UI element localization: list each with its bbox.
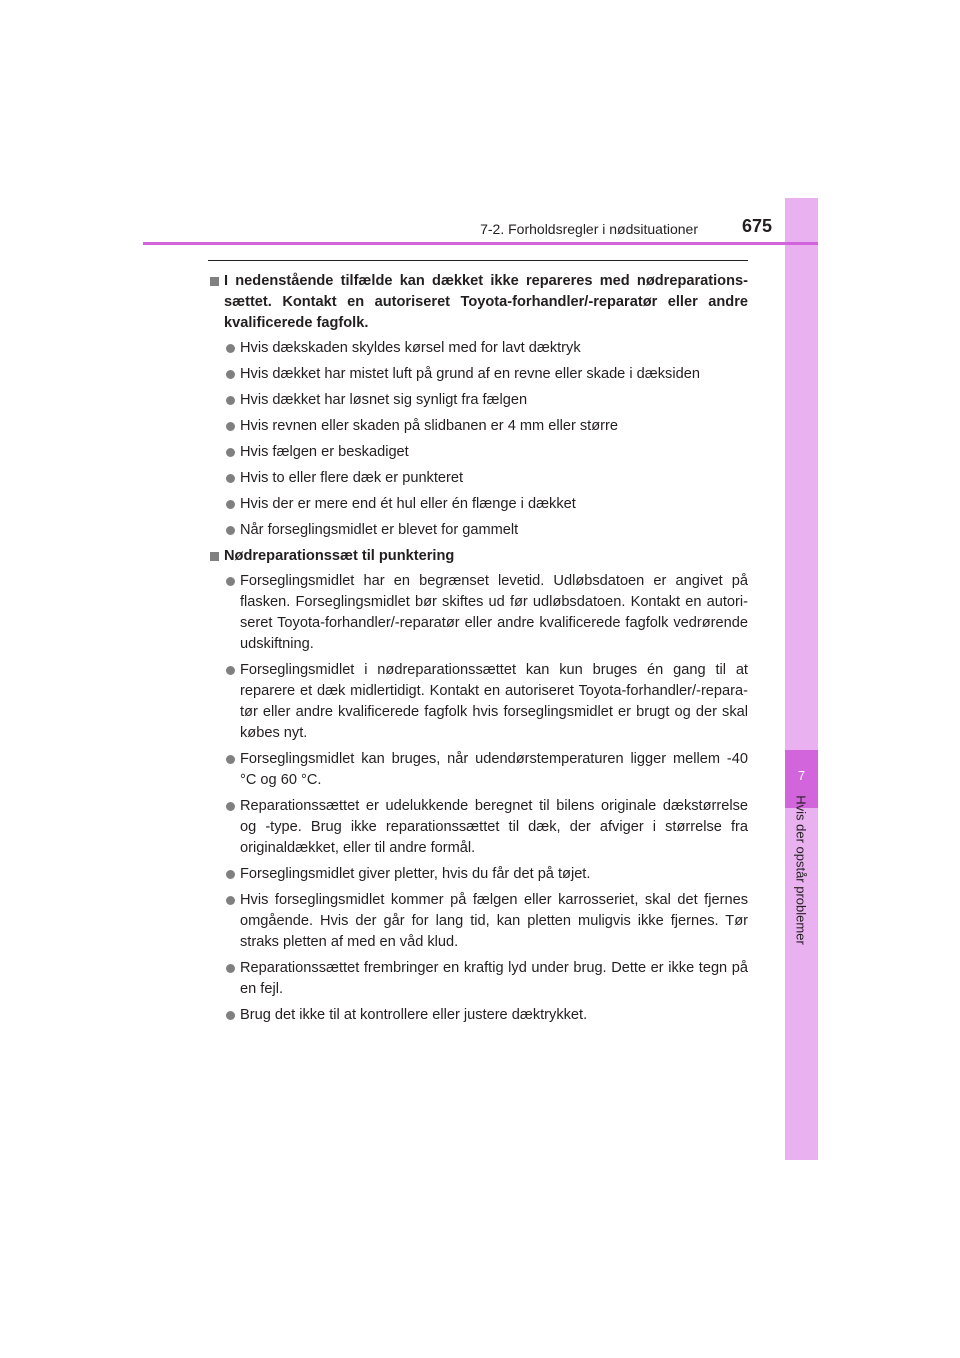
- page-number: 675: [741, 216, 772, 236]
- round-bullet-icon: [226, 964, 235, 973]
- item-text: Brug det ikke til at kontrollere eller justere dæktrykket.: [240, 1007, 588, 1023]
- list-item: [226, 571, 748, 655]
- section-title: 7-2. Forholdsregler i nødsituationer: [480, 221, 698, 237]
- list-item: [226, 890, 748, 953]
- round-bullet-icon: [226, 370, 235, 379]
- item-text: Hvis dækskaden skyldes kørsel med for lavt dæktryk: [240, 340, 581, 356]
- item-text: Forseglingsmidlet giver pletter, hvis du får det på tøjet.: [240, 866, 591, 882]
- item-text: Når forseglingsmidlet er blevet for gammelt: [240, 522, 519, 538]
- chapter-sidebar: [785, 198, 818, 1160]
- round-bullet-icon: [226, 755, 235, 764]
- round-bullet-icon: [226, 422, 235, 431]
- section-heading: [210, 271, 748, 334]
- round-bullet-icon: [226, 448, 235, 457]
- list-item: [226, 520, 748, 541]
- list-item: [226, 364, 748, 385]
- list-item: [226, 749, 748, 791]
- heading-text: I nedenstående tilfælde kan dækket ikke repareres med nødreparations-sættet. Kontakt en autoriseret Toyota-forhandler/-reparatør eller andre kvalificerede fagfolk.: [224, 273, 748, 331]
- item-text: Forseglingsmidlet i nødreparationssættet kan kun bruges én gang til at reparere et dæk midlertidigt. Kontakt en autoriseret Toyota-forhandler/-repara-tør eller andre kvalificerede fagfolk hvis forseglingsmidlet er brugt og der skal købes nyt.: [240, 662, 748, 741]
- list-item: [226, 468, 748, 489]
- round-bullet-icon: [226, 870, 235, 879]
- list-item: [226, 338, 748, 359]
- list-item: [226, 416, 748, 437]
- round-bullet-icon: [226, 666, 235, 675]
- item-text: Hvis der er mere end ét hul eller én flænge i dækket: [240, 496, 576, 512]
- round-bullet-icon: [226, 526, 235, 535]
- content-divider: [208, 260, 748, 261]
- item-text: Hvis forseglingsmidlet kommer på fælgen eller karrosseriet, skal det fjernes omgående. Hvis der går for lang tid, kan pletten muligvis ikke fjernes. Tør straks pletten af med en våd klud.: [240, 892, 748, 950]
- list-item: [226, 796, 748, 859]
- list-item: [226, 1005, 748, 1026]
- list-item: [226, 494, 748, 515]
- list-item: [226, 958, 748, 1000]
- list-item: [226, 864, 748, 885]
- round-bullet-icon: [226, 802, 235, 811]
- round-bullet-icon: [226, 396, 235, 405]
- heading-text: Nødreparationssæt til punktering: [224, 548, 455, 564]
- list-item: [226, 442, 748, 463]
- list-item: [226, 660, 748, 744]
- item-text: Forseglingsmidlet har en begrænset levetid. Udløbsdatoen er angivet på flasken. Forseglingsmidlet bør skiftes ud før udløbsdatoen. Kontakt en autori-seret Toyota-forhandler/-reparatør eller andre kvalificerede fagfolk vedrørende udskiftning.: [240, 573, 748, 652]
- list-item: [226, 390, 748, 411]
- round-bullet-icon: [226, 344, 235, 353]
- chapter-title: Hvis der opstår problemer: [793, 795, 809, 945]
- round-bullet-icon: [226, 500, 235, 509]
- item-text: Hvis to eller flere dæk er punkteret: [240, 470, 464, 486]
- item-text: Forseglingsmidlet kan bruges, når udendørstemperaturen ligger mellem -40 °C og 60 °C.: [240, 751, 748, 788]
- section-heading: [210, 546, 748, 567]
- item-text: Hvis fælgen er beskadiget: [240, 444, 409, 460]
- item-text: Hvis dækket har løsnet sig synligt fra fælgen: [240, 392, 528, 408]
- item-text: Hvis revnen eller skaden på slidbanen er 4 mm eller større: [240, 418, 618, 434]
- item-text: Reparationssættet er udelukkende beregnet til bilens originale dækstørrelse og -type. Brug ikke reparationssættet til dæk, der afviger i størrelse fra originaldækket, eller til andre formål.: [240, 798, 748, 856]
- page-content: [210, 271, 748, 1031]
- round-bullet-icon: [226, 474, 235, 483]
- item-text: Reparationssættet frembringer en kraftig lyd under brug. Dette er ikke tegn på en fejl.: [240, 960, 748, 997]
- round-bullet-icon: [226, 577, 235, 586]
- header-rule: [143, 242, 818, 245]
- chapter-number: 7: [797, 768, 806, 783]
- item-text: Hvis dækket har mistet luft på grund af en revne eller skade i dæksiden: [240, 366, 700, 382]
- round-bullet-icon: [226, 1011, 235, 1020]
- round-bullet-icon: [226, 896, 235, 905]
- square-bullet-icon: [210, 552, 219, 561]
- square-bullet-icon: [210, 277, 219, 286]
